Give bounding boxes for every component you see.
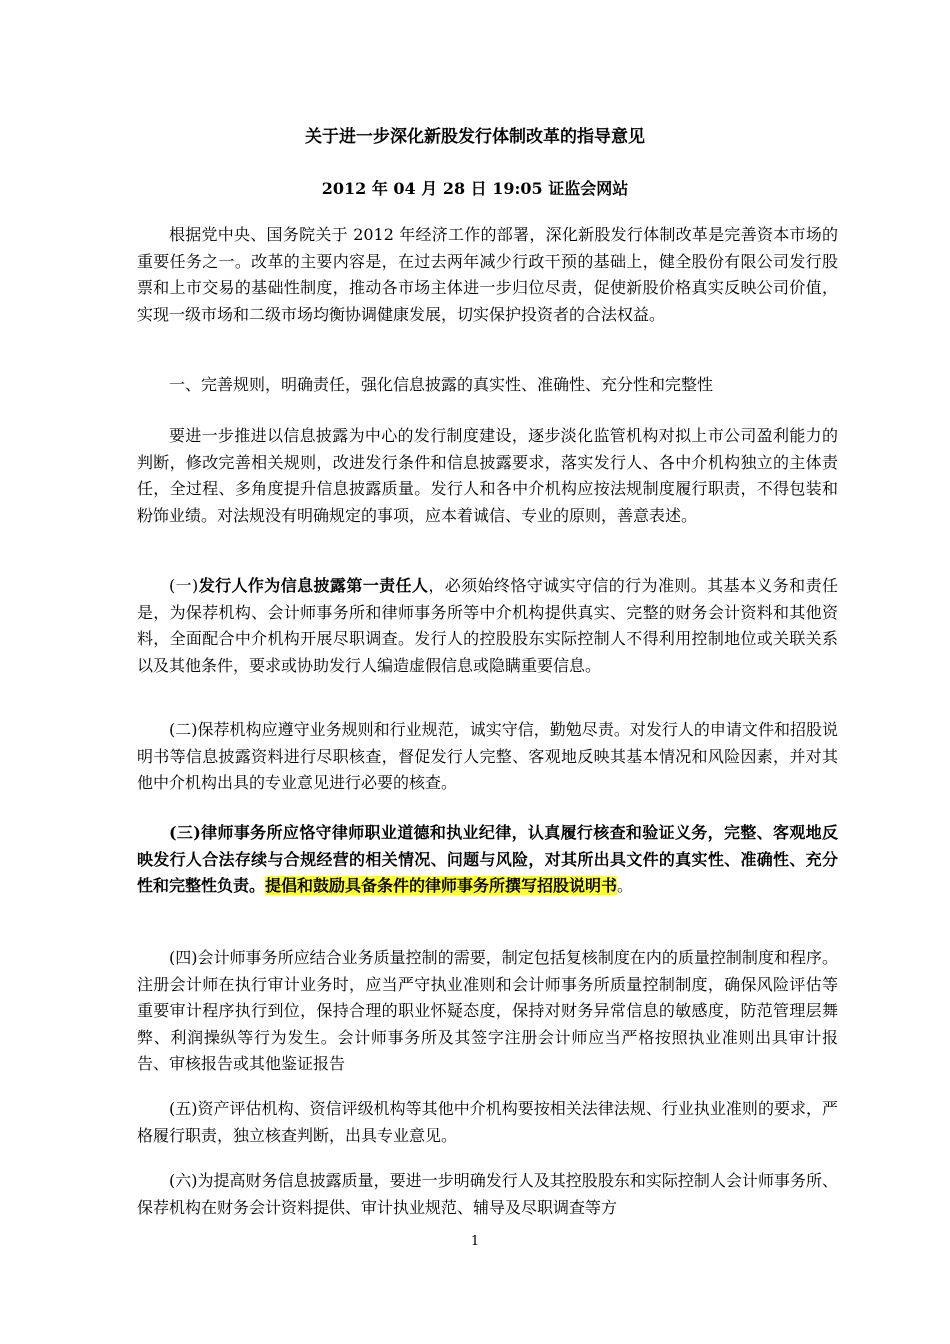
document-title: 关于进一步深化新股发行体制改革的指导意见: [305, 127, 645, 147]
item1-text: ，必须始终恪守诚实守信的行为准则。其基本义务和责任是，为保荐机构、会计师事务所和律师事务所等中介机构提供真实、完整的财务会计资料和其他资料，全面配合中介机构开展尽职调查。发行人的控股股东实际控制人不得利用控制地位或关联关系以及其他条件，要求或协助发行人编造虚假信息或隐瞒重要信息。: [137, 576, 838, 675]
item2-paragraph: (二)保荐机构应遵守业务规则和行业规范，诚实守信，勤勉尽责。对发行人的申请文件和招股说明书等信息披露资料进行尽职核查，督促发行人完整、客观地反映其基本情况和风险因素，并对其他中介机构出具的专业意见进行必要的核查。: [137, 720, 838, 792]
item3-highlighted-text: 提倡和鼓励具备条件的律师事务所撰写招股说明书: [265, 876, 618, 895]
item3-paragraph: [137, 820, 838, 900]
item1-prefix: (一): [169, 576, 199, 595]
item3-bold-text: 律师事务所应恪守律师职业道德和执业纪律，认真履行核查和验证义务，完整、客观地反映发行人合法存续与合规经营的相关情况、问题与风险，对其所出具文件的真实性、准确性、充分性和完整性负责。: [137, 823, 838, 895]
item4-paragraph: (四)会计师事务所应结合业务质量控制的需要，制定包括复核制度在内的质量控制制度和程序。注册会计师在执行审计业务时，应当严守执业准则和会计师事务所质量控制制度，确保风险评估等重要审计程序执行到位，保持合理的职业怀疑态度，保持对财务异常信息的敏感度，防范管理层舞弊、利润操纵等行为发生。会计师事务所及其签字注册会计师应当严格按照执业准则出具审计报告、审核报告或其他鉴证报告: [137, 948, 838, 1073]
document-dateline: 2012 年 04 月 28 日 19:05 证监会网站: [321, 179, 629, 198]
section1-paragraph: 要进一步推进以信息披露为中心的发行制度建设，逐步淡化监管机构对拟上市公司盈利能力的判断，修改完善相关规则，改进发行条件和信息披露要求，落实发行人、各中介机构独立的主体责任，全过程、多角度提升信息披露质量。发行人和各中介机构应按法规制度履行职责，不得包装和粉饰业绩。对法规没有明确规定的事项，应本着诚信、专业的原则，善意表述。: [137, 426, 838, 525]
item3-prefix: (三): [169, 823, 201, 842]
item6-paragraph: (六)为提高财务信息披露质量，要进一步明确发行人及其控股股东和实际控制人会计师事务所、保荐机构在财务会计资料提供、审计执业规范、辅导及尽职调查等方: [137, 1171, 838, 1217]
page-number: 1: [470, 1234, 480, 1249]
item5-paragraph: (五)资产评估机构、资信评级机构等其他中介机构要按相关法律法规、行业执业准则的要求，严格履行职责，独立核查判断，出具专业意见。: [137, 1099, 838, 1145]
item3-end: 。: [617, 876, 634, 895]
section1-heading: 一、完善规则，明确责任，强化信息披露的真实性、准确性、充分性和完整性: [169, 375, 714, 394]
item1-paragraph: [137, 573, 838, 679]
intro-paragraph: 根据党中央、国务院关于 2012 年经济工作的部署，深化新股发行体制改革是完善资本市场的重要任务之一。改革的主要内容是，在过去两年减少行政干预的基础上，健全股份有限公司发行股票和上市交易的基础性制度，推动各市场主体进一步归位尽责，促使新股价格真实反映公司价值，实现一级市场和二级市场均衡协调健康发展，切实保护投资者的合法权益。: [137, 225, 838, 324]
item1-bold-text: 发行人作为信息披露第一责任人: [198, 576, 429, 595]
